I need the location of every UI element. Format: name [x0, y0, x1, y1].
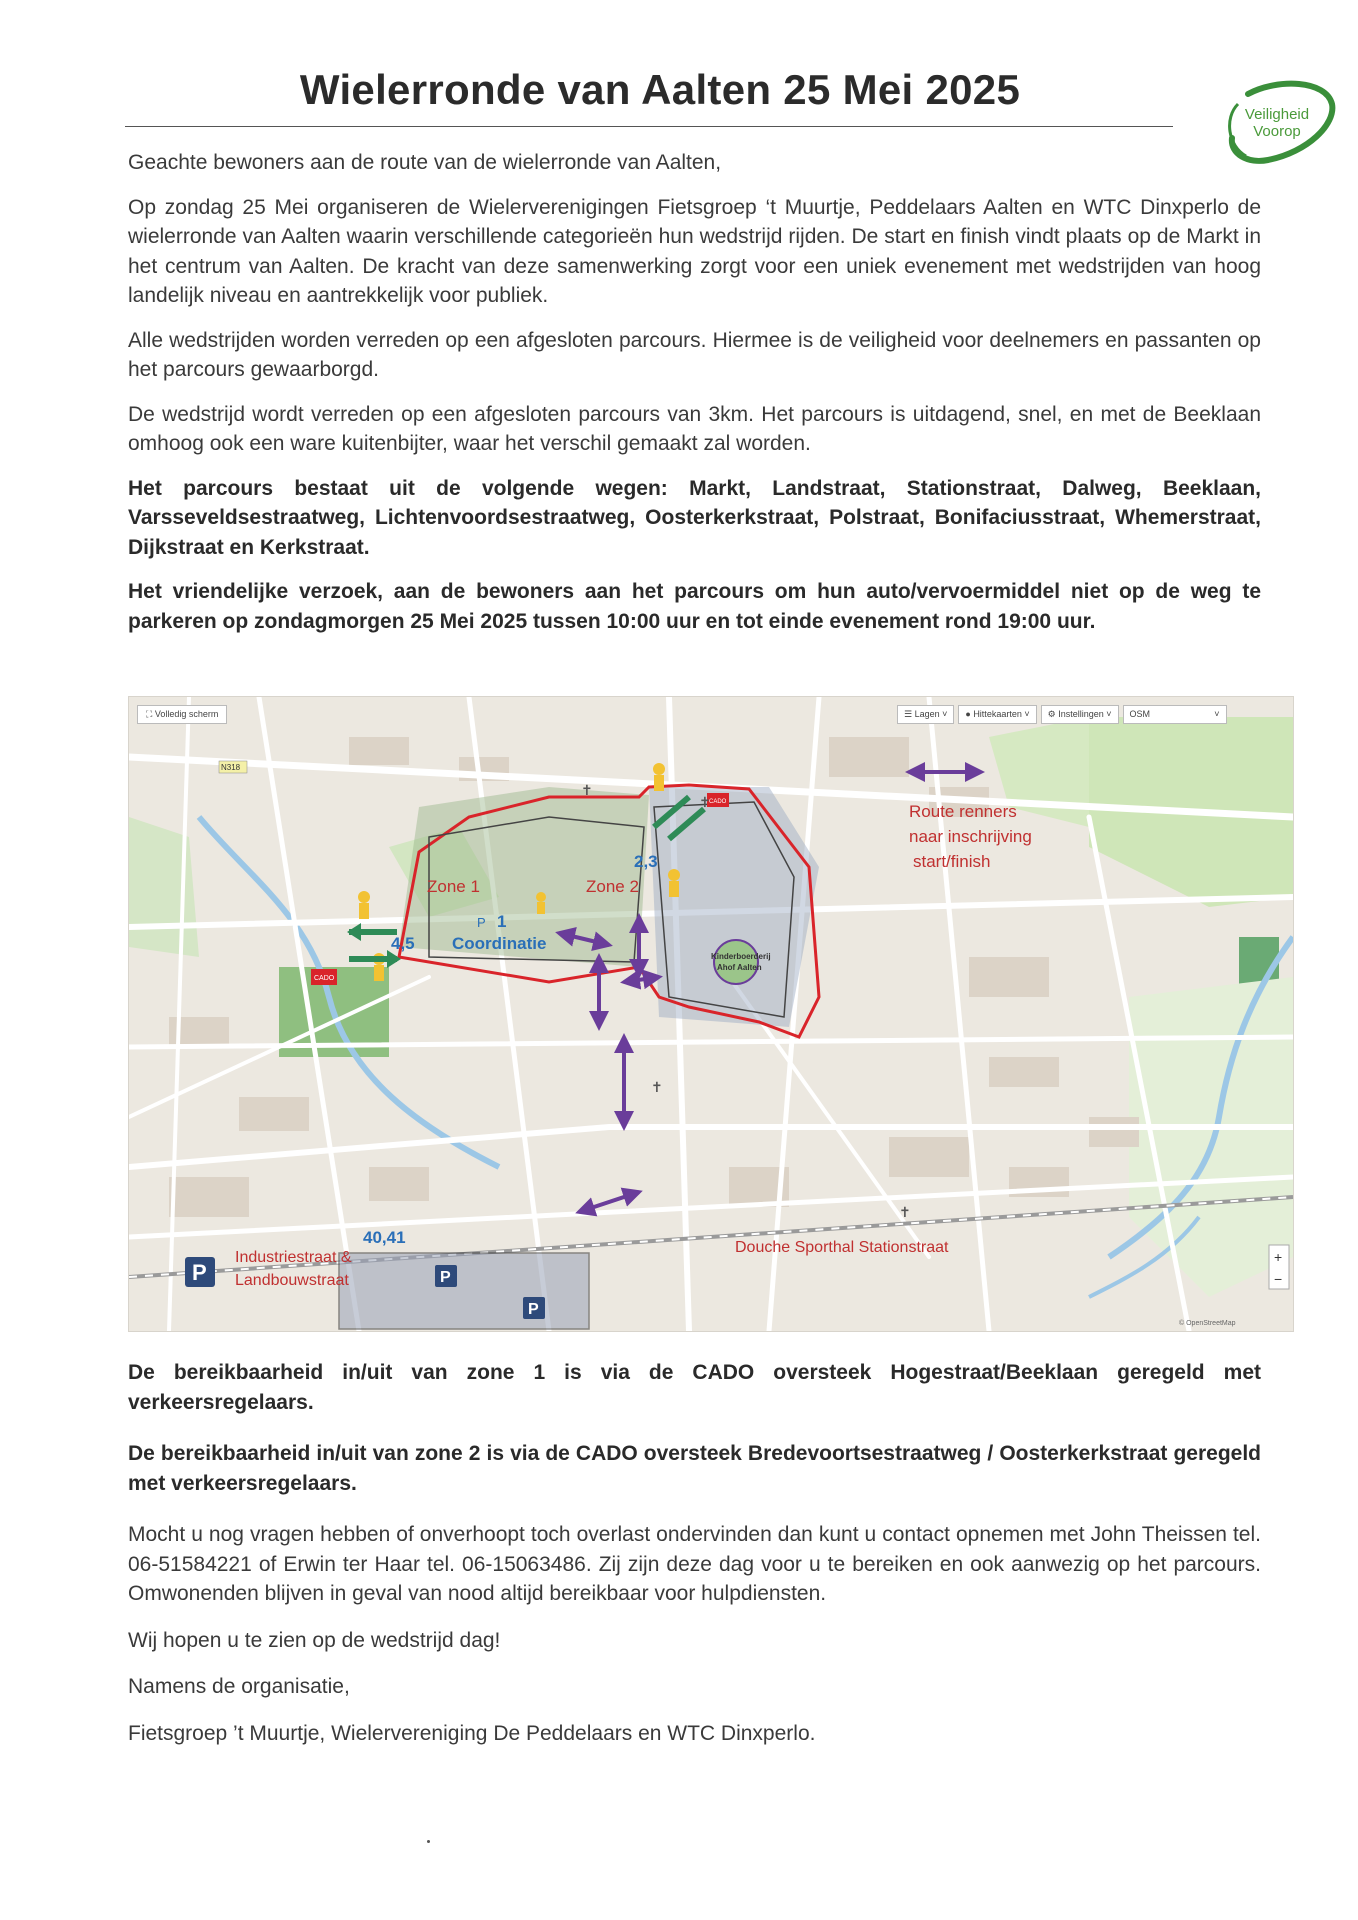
kinderboerderij-label-2: Ahof Aalten	[717, 963, 762, 972]
map-toolbar	[897, 705, 1227, 724]
fullscreen-icon: ⛶	[146, 709, 155, 719]
logo-line-2: Voorop	[1253, 123, 1301, 140]
legend-route-line3: start/finish	[913, 852, 991, 871]
cado-label-west: CADO	[314, 975, 335, 982]
paragraph-parking-request: Het vriendelijke verzoek, aan de bewoners aan het parcours om hun auto/vervoermiddel niet op de weg te parkeren op zondagmorgen 25 Mei 2025 tussen 10:00 uur en tot einde evenement rond 19:00 uur.	[128, 580, 1261, 633]
layers-dropdown[interactable]: ☰ Lagen ˅	[897, 705, 954, 724]
paragraph-zone1-access: De bereikbaarheid in/uit van zone 1 is via de CADO oversteek Hogestraat/Beeklaan geregeld met verkeersregelaars.	[128, 1361, 1261, 1414]
legend-route-line2: naar inschrijving	[909, 827, 1032, 846]
stray-dot	[427, 1840, 430, 1843]
coordinatie-label: Coordinatie	[452, 934, 547, 953]
svg-text:✝: ✝	[699, 794, 711, 810]
coordinatie-number: 1	[497, 912, 507, 931]
logo-line-1: Veiligheid	[1244, 106, 1310, 123]
paragraph-on-behalf: Namens de organisatie,	[128, 1675, 350, 1698]
paragraph-safety: Alle wedstrijden worden verreden op een afgesloten parcours. Hiermee is de veiligheid voor deelnemers en passanten op het parcours gewaarborgd.	[128, 328, 1261, 381]
gear-icon: ⚙	[1047, 709, 1059, 719]
parking-area-industriestraat	[339, 1253, 589, 1329]
letter-body-upper	[128, 148, 1261, 636]
fullscreen-button[interactable]: ⛶ Volledig scherm	[137, 705, 227, 724]
road-badge-n318: N318	[221, 763, 241, 772]
paragraph-closing-wish: Wij hopen u te zien op de wedstrijd dag!	[128, 1628, 501, 1652]
route-map[interactable]	[128, 696, 1294, 1332]
basemap-select[interactable]: OSM ˅	[1123, 705, 1227, 724]
paragraph-zone2-access: De bereikbaarheid in/uit van zone 2 is via de CADO oversteek Bredevoortsestraatweg / Oosterkerkstraat geregeld met verkeersregelaars.	[128, 1442, 1261, 1495]
kinderboerderij-label-1: Kinderboerderij	[711, 952, 771, 961]
map-attribution: © OpenStreetMap	[1179, 1320, 1236, 1327]
parking-glyph-zone1: P	[477, 915, 486, 930]
marshal-number-4041: 40,41	[363, 1228, 406, 1247]
zone-2-label: Zone 2	[586, 877, 639, 896]
svg-text:✝: ✝	[581, 782, 593, 798]
map-canvas	[129, 697, 1293, 1331]
parking-label-2: Landbouwstraat	[235, 1272, 349, 1289]
paragraph-signature: Fietsgroep ’t Muurtje, Wielervereniging De Peddelaars en WTC Dinxperlo.	[128, 1721, 816, 1745]
zoom-out-glyph: −	[1274, 1271, 1283, 1287]
marshal-number-23: 2,3	[634, 852, 658, 871]
page-title: Wielerronde van Aalten 25 Mei 2025	[299, 66, 1021, 113]
paragraph-roads: Het parcours bestaat uit de volgende wegen: Markt, Landstraat, Stationstraat, Dalweg, Beeklaan, Varsseveldsestraatweg, Lichtenvoordsestraatweg, Oosterkerkstraat, Polstraat, Bonifaciusstraat, Whemerstraat, Dijkstraat en Kerkstraat.	[128, 476, 1261, 559]
svg-text:✝: ✝	[651, 1079, 663, 1095]
douche-label: Douche Sporthal Stationstraat	[735, 1239, 949, 1256]
parking-glyph-mid: P	[440, 1269, 451, 1286]
parking-label-1: Industriestraat &	[235, 1249, 352, 1266]
letter-body-lower	[128, 1358, 1261, 1748]
droplet-icon: ●	[965, 709, 974, 719]
zone-1-label: Zone 1	[427, 877, 480, 896]
heatmaps-dropdown[interactable]: ● Hittekaarten ˅	[958, 705, 1036, 724]
title-underline	[125, 126, 1173, 127]
svg-text:✝: ✝	[899, 1204, 911, 1220]
legend-route-line1: Route renners	[909, 802, 1017, 821]
zoom-in-glyph: +	[1274, 1249, 1283, 1265]
cado-label-east: CADO	[709, 799, 727, 805]
marshal-number-45: 4,5	[391, 934, 415, 953]
greeting: Geachte bewoners aan de route van de wielerronde van Aalten,	[128, 151, 722, 174]
paragraph-intro: Op zondag 25 Mei organiseren de Wielerverenigingen Fietsgroep ‘t Muurtje, Peddelaars Aalten en WTC Dinxperlo de wielerronde van Aalten waarin verschillende categorieën hun wedstrijd rijden. De start en finish vindt plaats op de Markt in het centrum van Aalten. De kracht van deze samenwerking zorgt voor een uniek evenement met wedstrijden van hoog landelijk niveau en aantrekkelijk voor publiek.	[128, 195, 1261, 307]
paragraph-course: De wedstrijd wordt verreden op een afgesloten parcours van 3km. Het parcours is uitdagend, snel, en met de Beeklaan omhoog ook een ware kuitenbijter, waar het verschil gemaakt zal worden.	[128, 402, 1261, 455]
parking-glyph-large: P	[192, 1260, 207, 1285]
layers-icon: ☰	[904, 709, 915, 719]
paragraph-contact: Mocht u nog vragen hebben of onverhoopt toch overlast ondervinden dan kunt u contact opnemen met John Theissen tel. 06-51584221 of Erwin ter Haar tel. 06-15063486. Zij zijn deze dag voor u te bereiken en ook aanwezig op het parcours. Omwonenden blijven in geval van nood altijd bereikbaar voor hulpdiensten.	[128, 1523, 1261, 1605]
settings-dropdown[interactable]: ⚙ Instellingen ˅	[1041, 705, 1119, 724]
parking-glyph-small: P	[528, 1301, 539, 1318]
chevron-down-icon: ˅	[1214, 709, 1220, 719]
